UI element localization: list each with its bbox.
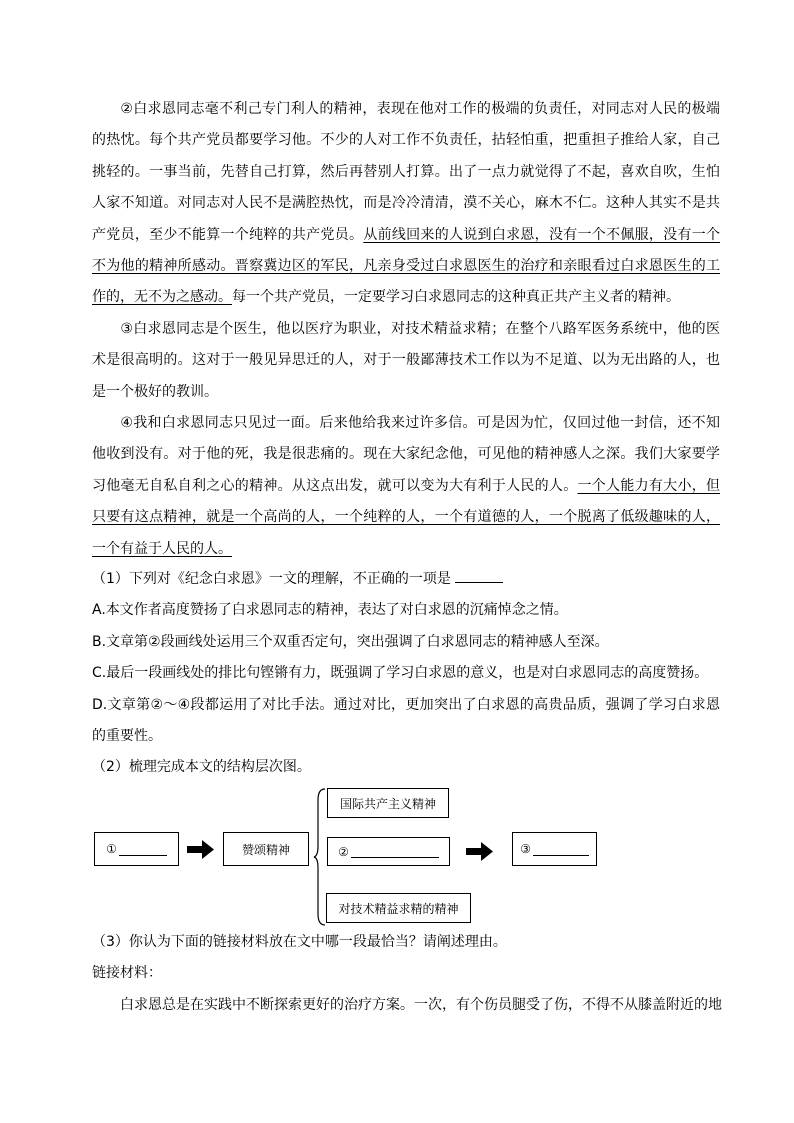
fill-slot-3[interactable]	[533, 843, 589, 856]
arrow-right-icon	[187, 840, 215, 860]
diagram-box-end: ③	[512, 832, 597, 866]
arrow-right-icon	[466, 842, 494, 862]
diagram-branch-mid: ②	[327, 837, 450, 866]
option-a: A.本文作者高度赞扬了白求恩同志的精神，表达了对白求恩的沉痛悼念之情。	[92, 602, 568, 618]
fill-slot-2[interactable]	[351, 845, 439, 858]
material-text: 白求恩总是在实践中不断探索更好的治疗方案。一次，有个伤员腿受了伤，不得不从膝盖附近的地	[120, 997, 722, 1013]
paragraph-text: 白求恩同志毫不利己专门利人的精神，表现在他对工作的极端的负责任，对同志对人民的极端的热忱。每个共产党员都要学习他。不少的人对工作不负责任，拈轻怕重，把重担子推给人家，自己挑轻的。一事当前，先替自己打算，然后再替别人打算。出了一点力就觉得了不起，喜欢自吹，生怕人家不知道。对同志对人民不是满腔热忱，而是冷冷清清，漠不关心，麻木不仁。这种人其实不是共产党员，至少不能算一个纯粹的共产党员。	[92, 101, 720, 243]
diagram-branch-bottom: 对技术精益求精的精神	[326, 893, 471, 923]
question-1-stem: （1）下列对《纪念白求恩》一文的理解，不正确的一项是	[92, 571, 456, 587]
answer-blank[interactable]	[455, 568, 503, 583]
question-1	[92, 564, 732, 595]
paragraph-number: ③	[120, 321, 134, 337]
paragraph-4	[92, 408, 720, 565]
paragraph-2	[92, 94, 720, 314]
diagram-box-2: 赞颂精神	[223, 832, 309, 866]
diagram-box-1: ①	[94, 832, 179, 866]
question-2-stem: （2）梳理完成本文的结构层次图。	[92, 759, 311, 775]
paragraph-text: 白求恩同志是个医生，他以医疗为职业，对技术精益求精；在整个八路军医务系统中，他的医术是很高明的。这对于一般见异思迁的人，对于一般鄙薄技术工作以为不足道、以为无出路的人，也是一个极好的教训。	[92, 321, 720, 400]
fill-slot-1[interactable]	[119, 843, 167, 856]
curly-brace-icon	[313, 788, 327, 926]
underlined-sentence: 从前线回来的人说到白求恩，没有一个不佩服，没有一个不为他的精神所感动。晋察冀边区的军民，凡亲身受过白求恩医生的治疗和亲眼看过白求恩医生的工作的，无不为之感动。	[92, 226, 721, 306]
option-d: D.文章第②～④段都运用了对比手法。通过对比，更加突出了白求恩的高贵品质，强调了学习白求恩的重要性。	[92, 697, 720, 745]
option-c: C.最后一段画线处的排比句铿锵有力，既强调了学习白求恩的意义，也是对白求恩同志的高度赞扬。	[92, 665, 709, 681]
paragraph-text: 我和白求恩同志只见过一面。后来他给我来过许多信。可是因为忙，仅回过他一封信，还不知他收到没有。对于他的死，我是很悲痛的。现在大家纪念他，可见他的精神感人之深。我们大家要学习他毫无自私自利之心的精神。从这点出发，就可以变为大有利于人民的人。	[92, 415, 720, 494]
diagram-branch-top: 国际共产主义精神	[327, 788, 449, 818]
material-label: 链接材料：	[92, 965, 162, 981]
question-3-stem: （3）你认为下面的链接材料放在文中哪一段最恰当？请阐述理由。	[92, 934, 507, 950]
paragraph-number: ②	[120, 101, 134, 117]
underlined-sentence: 一个人能力有大小，但只要有这点精神，就是一个高尚的人，一个纯粹的人，一个有道德的人，一个脱离了低级趣味的人，一个有益于人民的人。	[92, 477, 721, 557]
paragraph-3	[92, 314, 720, 408]
paragraph-text-end: 每一个共产党员，一定要学习白求恩同志的这种真正共产主义者的精神。	[232, 289, 680, 306]
paragraph-number: ④	[120, 415, 134, 431]
option-b: B.文章第②段画线处运用三个双重否定句，突出强调了白求恩同志的精神感人至深。	[92, 634, 609, 650]
